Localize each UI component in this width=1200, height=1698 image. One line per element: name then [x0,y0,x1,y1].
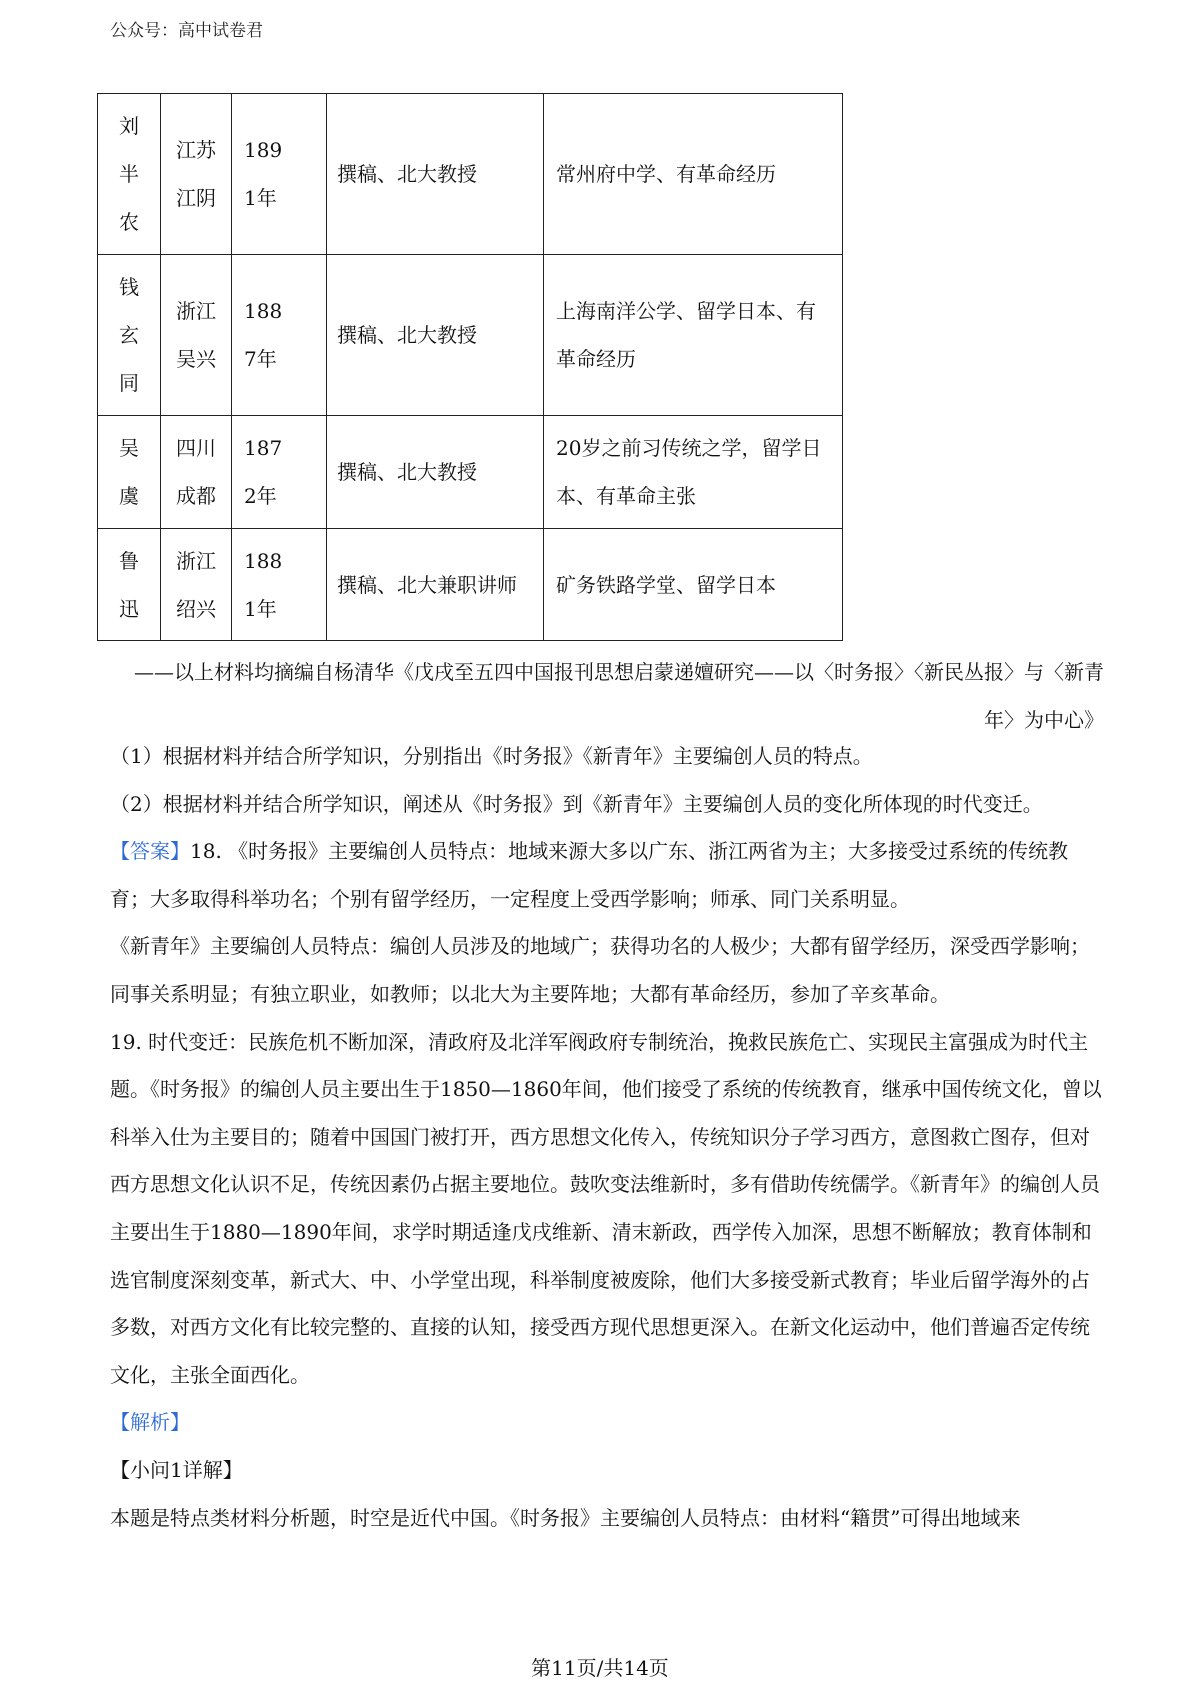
answer-18-text: 18. 《时务报》主要编创人员特点：地域来源大多以广东、浙江两省为主；大多接受过系统的传统教育；大多取得科举功名；个别有留学经历，一定程度上受西学影响；师承、同门关系明显。 [110,839,1069,911]
year-cell: 1891年 [244,138,283,210]
answer-18b: 《新青年》主要编创人员特点：编创人员涉及的地域广；获得功名的人极少；大都有留学经历，深受西学影响；同事关系明显；有独立职业，如教师；以北大为主要阵地；大都有革命经历，参加了辛亥革命。 [110,934,1090,1006]
role-cell: 撰稿、北大教授 [327,255,544,416]
education-cell: 矿务铁路学堂、留学日本 [544,529,843,641]
name-cell: 鲁迅 [119,548,139,621]
education-cell: 常州府中学、有革命经历 [544,94,843,255]
name-cell: 吴虞 [119,436,139,508]
sub-question-1-heading: 【小问1详解】 [110,1457,243,1482]
table-row [98,416,843,529]
analysis-text: 本题是特点类材料分析题，时空是近代中国。《时务报》主要编创人员特点：由材料“籍贯”可得出地域来 [110,1505,1021,1530]
year-cell: 1887年 [244,299,283,371]
education-cell: 上海南洋公学、留学日本、有革命经历 [544,255,843,416]
table-row [98,255,843,416]
answer-19: 19. 时代变迁：民族危机不断加深，清政府及北洋军阀政府专制统治，挽救民族危亡、实现民主富强成为时代主题。《时务报》的编创人员主要出生于1850—1860年间，他们接受了系统的传统教育，继承中国传统文化，曾以科举入仕为主要目的；随着中国国门被打开，西方思想文化传入，传统知识分子学习西方，意图救亡图存，但对西方思想文化认识不足，传统因素仍占据主要地位。鼓吹变法维新时，多有借助传统儒学。《新青年》的编创人员主要出生于1880—1890年间，求学时期适逢戊戌维新、清末新政，西学传入加深，思想不断解放；教育体制和选官制度深刻变革，新式大、中、小学堂出现，科举制度被废除，他们大多接受新式教育；毕业后留学海外的占多数，对西方文化有比较完整的、直接的认知，接受西方现代思想更深入。在新文化运动中，他们普遍否定传统文化，主张全面西化。 [110,1029,1102,1387]
year-cell: 1881年 [244,548,283,621]
year-cell: 1872年 [244,436,283,508]
question-answer-body [110,733,1106,1542]
analysis-tag: 【解析】 [110,1410,190,1435]
place-cell: 浙江吴兴 [176,299,216,371]
place-cell: 浙江绍兴 [176,548,216,621]
role-cell: 撰稿、北大兼职讲师 [327,529,544,641]
place-cell: 四川成都 [176,436,216,508]
answer-tag: 【答案】 [110,839,190,864]
education-cell: 20岁之前习传统之学，留学日本、有革命主张 [544,416,843,529]
table-row [98,94,843,255]
page-number: 第11页/共14页 [531,1656,669,1680]
answer-18 [110,828,1106,923]
question-2: （2）根据材料并结合所学知识，阐述从《时务报》到《新青年》主要编创人员的变化所体现的时代变迁。 [110,791,1043,816]
place-cell: 江苏江阴 [176,138,216,210]
role-cell: 撰稿、北大教授 [327,94,544,255]
source-citation: ——以上材料均摘编自杨清华《戊戌至五四中国报刊思想启蒙递嬗研究——以〈时务报〉〈新民丛报〉与〈新青年〉为中心》 [134,660,1104,732]
editor-table [97,93,843,641]
table-row [98,529,843,641]
question-1: （1）根据材料并结合所学知识，分别指出《时务报》《新青年》主要编创人员的特点。 [110,744,873,768]
name-cell: 钱玄同 [119,275,139,395]
name-cell: 刘半农 [119,114,139,234]
header-text: 公众号：高中试卷君 [110,21,263,41]
role-cell: 撰稿、北大教授 [327,416,544,529]
